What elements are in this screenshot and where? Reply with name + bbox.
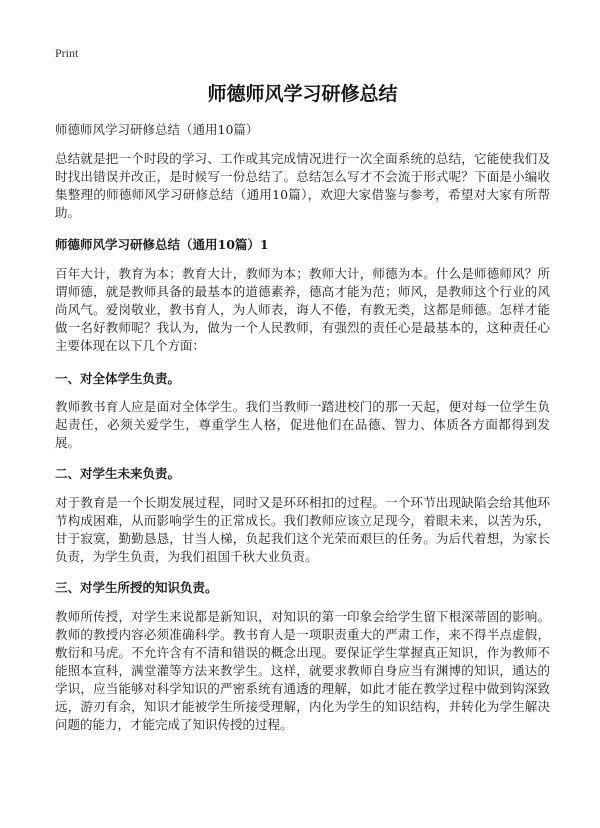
document-subtitle: 师德师风学习研修总结（通用10篇）: [55, 122, 259, 137]
section-heading-3: 三、对学生所授的知识负责。: [55, 580, 218, 595]
intro-paragraph: 总结就是把一个时段的学习、工作或其完成情况进行一次全面系统的总结，它能使我们及时找出错误并改正，是时候写一份总结了。总结怎么写才不会流于形式呢？下面是小编收集整理的师德师风学习研修总结（通用10篇），欢迎大家借鉴与参考，希望对大家有所帮助。: [55, 151, 550, 220]
section-heading-1: 一、对全体学生负责。: [55, 371, 181, 386]
print-link[interactable]: Print: [55, 46, 79, 60]
body-paragraph-4: 教师所传授，对学生来说都是新知识，对知识的第一印象会给学生留下根深蒂固的影响。教师的教授内容必须准确科学。教书育人是一项职责重大的严肃工作，来不得半点虚假，敷衍和马虎。不允许含有不清和错误的概念出现。要保证学生掌握真正知识，作为教师不能照本宣科，满堂灌等方法来教学生。这样，就要求教师自身应当有渊博的知识，通达的学识，应当能够对科学知识的严密系统有通透的理解，如此才能在教学过程中做到钩深致远，游刃有余，知识才能被学生所接受理解，内化为学生的知识结构，并转化为学生解决问题的能力，才能完成了知识传授的过程。: [55, 609, 550, 732]
page-title: 师德师风学习研修总结: [207, 83, 398, 105]
body-paragraph-2: 教师教书育人应是面对全体学生。我们当教师一踏进校门的那一天起，便对每一位学生负起责任，必须关爱学生，尊重学生人格，促进他们在品德、智力、体质各方面都得到发展。: [55, 399, 550, 450]
body-paragraph-1: 百年大计，教育为本；教育大计，教师为本；教师大计，师德为本。什么是师德师风？所谓师德，就是教师具备的最基本的道德素养，德高才能为范；师风，是教师这个行业的风尚风气。爱岗敬业，教书育人，为人师表，诲人不倦，有教无类，这都是师德。怎样才能做一名好教师呢？我认为，做为一个人民教师，有强烈的责任心是最基本的，这种责任心主要体现在以下几个方面：: [55, 266, 550, 353]
section-heading-2: 二、对学生未来负责。: [55, 466, 181, 481]
article-heading: 师德师风学习研修总结（通用10篇）1: [55, 237, 269, 252]
body-paragraph-3: 对于教育是一个长期发展过程，同时又是环环相扣的过程。一个环节出现缺陷会给其他环节构成困难，从而影响学生的正常成长。我们教师应该立足现今，着眼未来，以苦为乐，甘于寂寞，勤勤恳恳，甘当人梯，负起我们这个光荣而艰巨的任务。为后代着想，为家长负责，为学生负责，为我们祖国千秋大业负责。: [55, 495, 550, 564]
